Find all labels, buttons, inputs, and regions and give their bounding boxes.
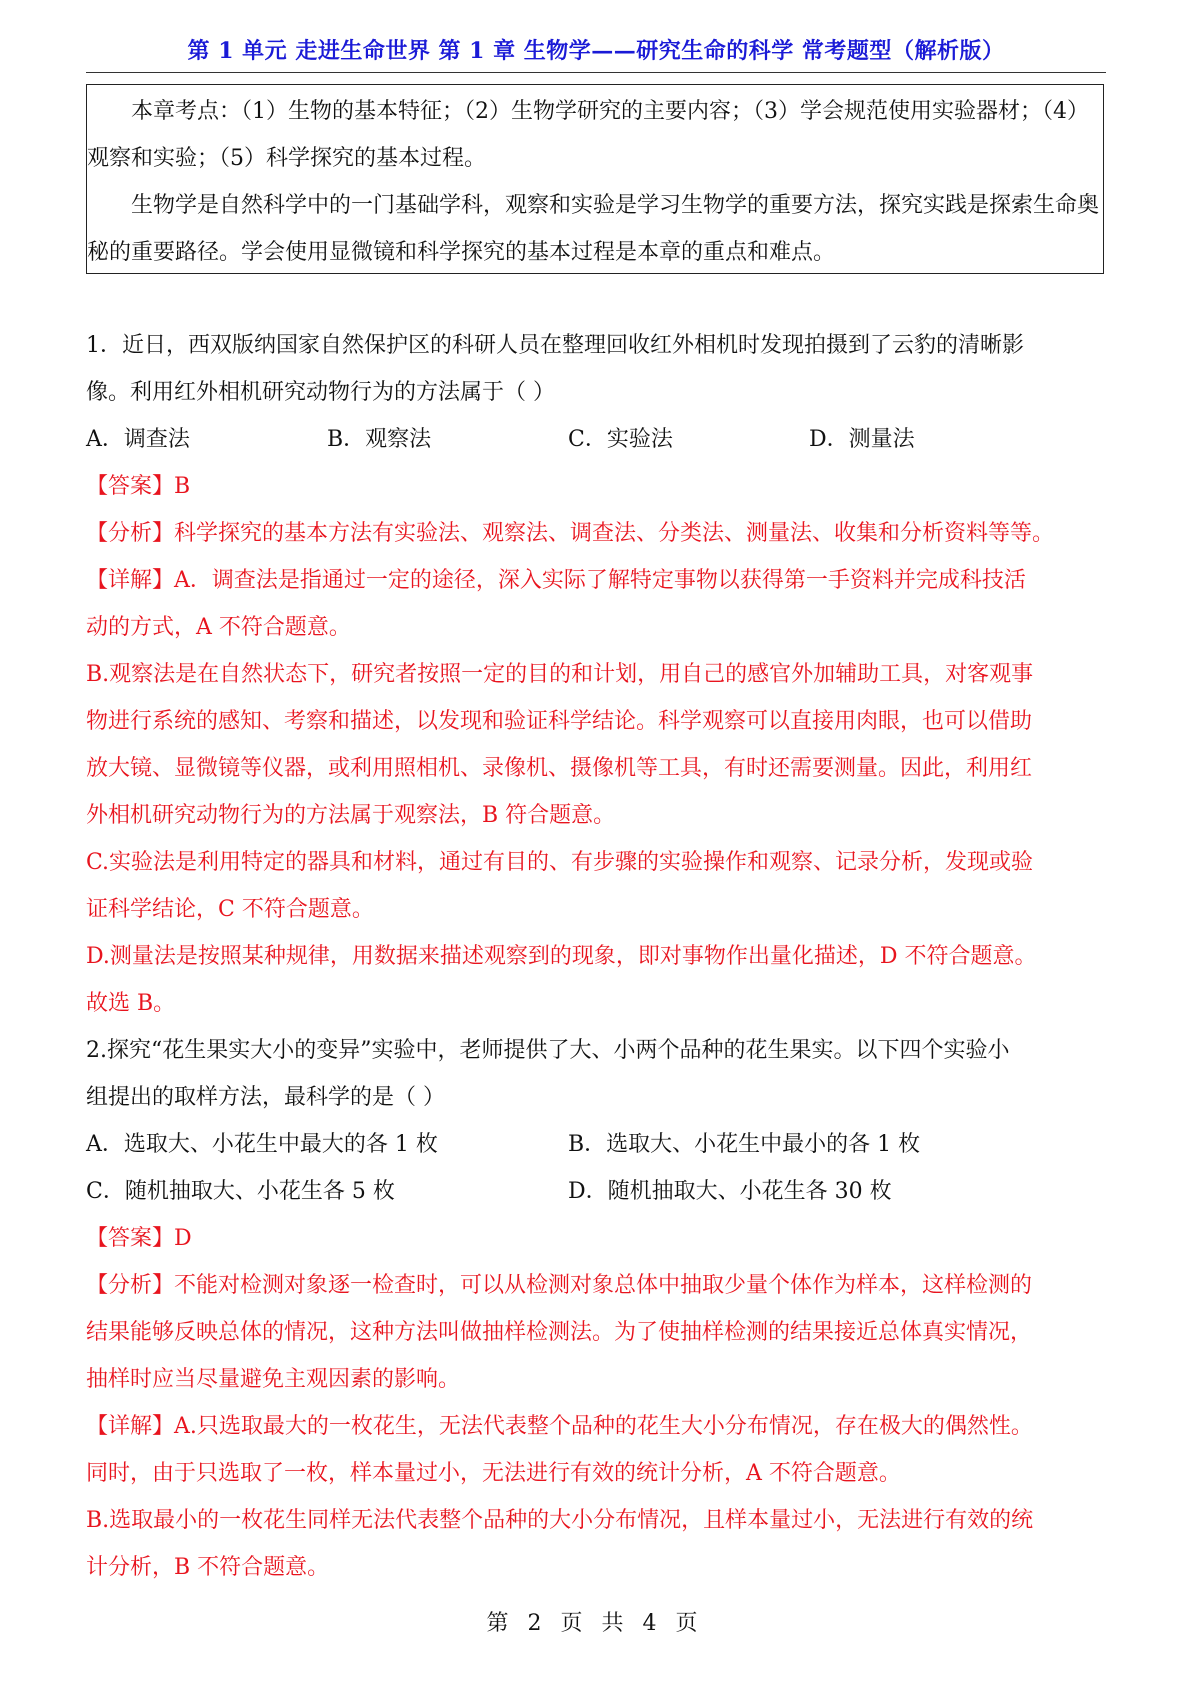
q1-options bbox=[86, 416, 1106, 463]
q1-detail-line: 物进行系统的感知、考察和描述，以发现和验证科学结论。科学观察可以直接用肉眼，也可以借助 bbox=[86, 709, 1033, 734]
intro-paragraph-2: 生物学是自然科学中的一门基础学科，观察和实验是学习生物学的重要方法，探究实践是探索生命奥秘的重要路径。学会使用显微镜和科学探究的基本过程是本章的重点和难点。 bbox=[87, 193, 1100, 265]
q2-option-b: B．选取大、小花生中最小的各 1 枚 bbox=[568, 1132, 921, 1157]
q1-detail-line: D.测量法是按照某种规律，用数据来描述观察到的现象，即对事物作出量化描述，D 不符合题意。 bbox=[86, 944, 1037, 969]
q1-analysis: 【分析】科学探究的基本方法有实验法、观察法、调查法、分类法、测量法、收集和分析资料等等。 bbox=[86, 521, 1055, 546]
header-divider bbox=[86, 72, 1106, 73]
q1-answer: 【答案】B bbox=[86, 474, 191, 499]
q1-detail-line: 证科学结论，C 不符合题意。 bbox=[86, 897, 374, 922]
q2-stem-line-1: 2.探究“花生果实大小的变异”实验中，老师提供了大、小两个品种的花生果实。以下四个实验小 bbox=[86, 1038, 1010, 1063]
q2-options-row-2 bbox=[86, 1168, 1106, 1215]
q2-detail-line: 同时，由于只选取了一枚，样本量过小，无法进行有效的统计分析，A 不符合题意。 bbox=[86, 1461, 901, 1486]
page-header-title: 第 1 单元 走进生命世界 第 1 章 生物学——研究生命的科学 常考题型（解析版） bbox=[187, 38, 1005, 64]
q2-answer: 【答案】D bbox=[86, 1226, 192, 1251]
chapter-intro-box bbox=[86, 84, 1104, 274]
q1-detail-line: 【详解】A．调查法是指通过一定的途径，深入实际了解特定事物以获得第一手资料并完成科技活 bbox=[86, 568, 1026, 593]
questions-content bbox=[86, 322, 1106, 1591]
q1-option-a: A．调查法 bbox=[86, 427, 190, 452]
q2-detail-line: 【详解】A.只选取最大的一枚花生，无法代表整个品种的花生大小分布情况，存在极大的偶然性。 bbox=[86, 1414, 1033, 1439]
q2-detail-line: 计分析，B 不符合题意。 bbox=[86, 1555, 330, 1580]
q1-detail-line: 放大镜、显微镜等仪器，或利用照相机、录像机、摄像机等工具，有时还需要测量。因此，利用红 bbox=[86, 756, 1033, 781]
q1-option-c: C．实验法 bbox=[568, 427, 673, 452]
intro-paragraph-1: 本章考点：（1）生物的基本特征；（2）生物学研究的主要内容；（3）学会规范使用实验器材；（4）观察和实验；（5）科学探究的基本过程。 bbox=[87, 99, 1089, 171]
q1-detail-line: B.观察法是在自然状态下，研究者按照一定的目的和计划，用自己的感官外加辅助工具，对客观事 bbox=[86, 662, 1034, 687]
q2-option-a: A．选取大、小花生中最大的各 1 枚 bbox=[86, 1132, 438, 1157]
q1-option-b: B．观察法 bbox=[327, 427, 432, 452]
page-footer-number: 第 2 页 共 4 页 bbox=[486, 1611, 704, 1636]
q1-stem-line-2: 像。利用红外相机研究动物行为的方法属于（ ） bbox=[86, 380, 555, 405]
q1-detail-line: 动的方式，A 不符合题意。 bbox=[86, 615, 351, 640]
q2-option-c: C．随机抽取大、小花生各 5 枚 bbox=[86, 1179, 395, 1204]
q2-analysis-line: 结果能够反映总体的情况，这种方法叫做抽样检测法。为了使抽样检测的结果接近总体真实情况， bbox=[86, 1320, 1033, 1345]
q2-analysis-line: 抽样时应当尽量避免主观因素的影响。 bbox=[86, 1367, 461, 1392]
q1-detail-line: 外相机研究动物行为的方法属于观察法，B 符合题意。 bbox=[86, 803, 616, 828]
q2-options-row-1 bbox=[86, 1121, 1106, 1168]
q1-stem-line-1: 1．近日，西双版纳国家自然保护区的科研人员在整理回收红外相机时发现拍摄到了云豹的清晰影 bbox=[86, 333, 1025, 358]
q2-detail-line: B.选取最小的一枚花生同样无法代表整个品种的大小分布情况，且样本量过小，无法进行有效的统 bbox=[86, 1508, 1034, 1533]
q1-detail-line: C.实验法是利用特定的器具和材料，通过有目的、有步骤的实验操作和观察、记录分析，发现或验 bbox=[86, 850, 1034, 875]
q2-stem-line-2: 组提出的取样方法，最科学的是（ ） bbox=[86, 1085, 445, 1110]
q1-option-d: D．测量法 bbox=[809, 427, 915, 452]
q1-detail-line: 故选 B。 bbox=[86, 991, 176, 1016]
q2-analysis-line: 【分析】不能对检测对象逐一检查时，可以从检测对象总体中抽取少量个体作为样本，这样检测的 bbox=[86, 1273, 1033, 1298]
q2-option-d: D．随机抽取大、小花生各 30 枚 bbox=[568, 1179, 892, 1204]
